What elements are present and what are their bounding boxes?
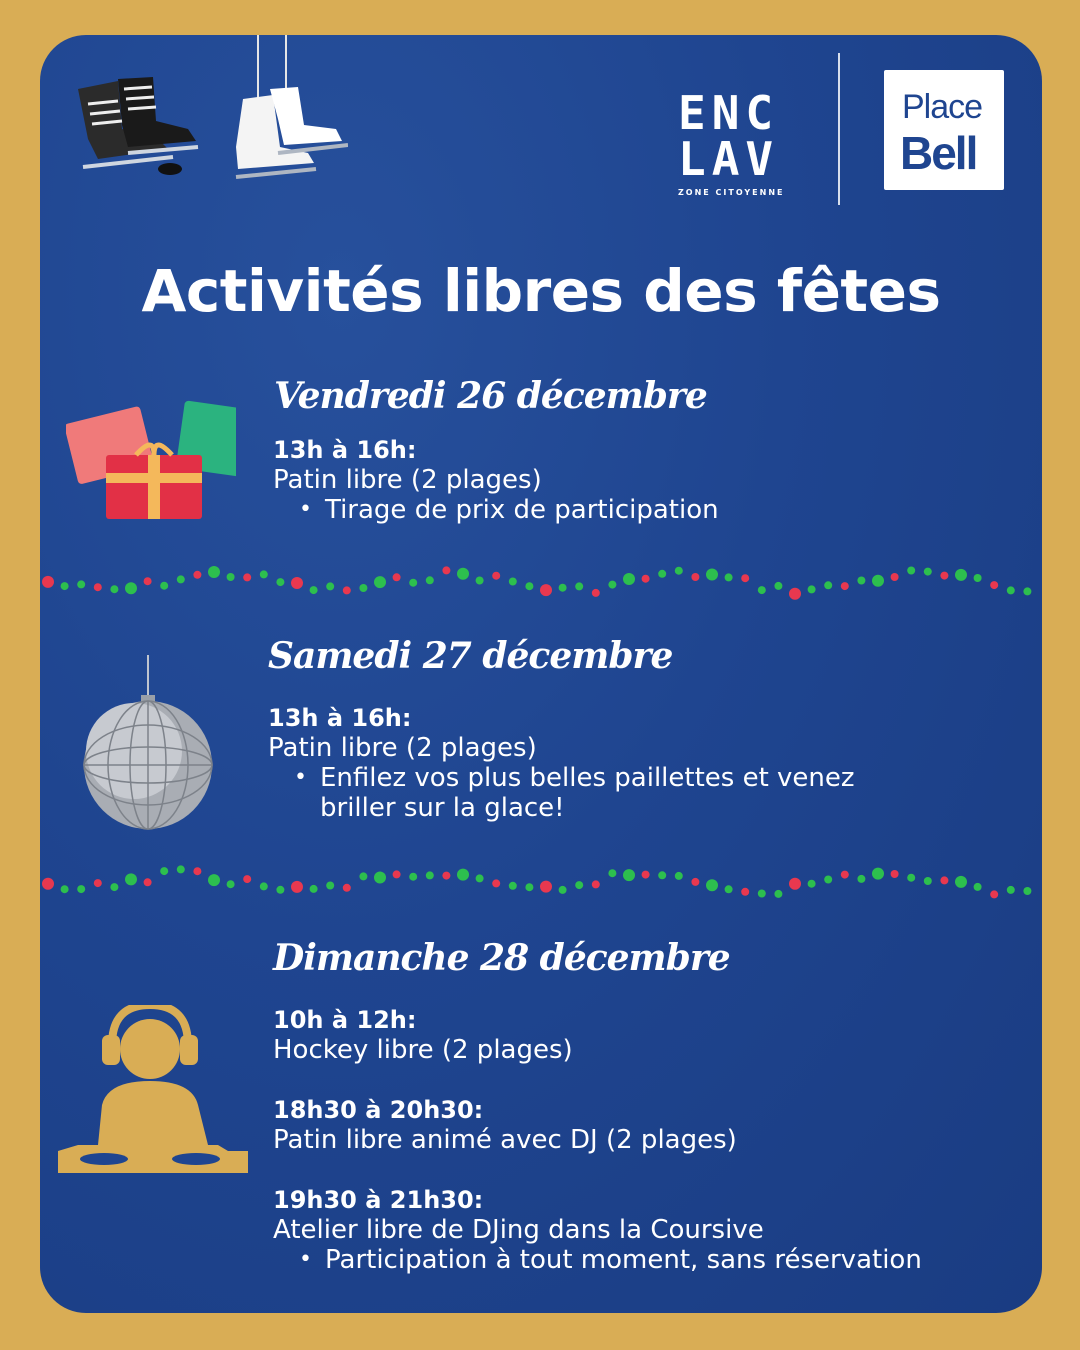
placebell-logo-top: Place bbox=[902, 88, 983, 126]
garland-light bbox=[177, 575, 185, 583]
garland-light bbox=[1023, 587, 1031, 595]
garland-light bbox=[42, 576, 54, 588]
garland-light bbox=[409, 579, 417, 587]
garland-light bbox=[974, 883, 982, 891]
garland-light bbox=[409, 873, 417, 881]
garland-light bbox=[492, 879, 500, 887]
slot-time: 13h à 16h: bbox=[268, 704, 412, 732]
garland-light bbox=[227, 880, 235, 888]
garland-lights-icon bbox=[40, 863, 1042, 913]
disco-ball-icon bbox=[78, 655, 218, 835]
garland-light bbox=[924, 568, 932, 576]
garland-light bbox=[774, 890, 782, 898]
garland-light bbox=[61, 885, 69, 893]
garland-light bbox=[42, 878, 54, 890]
garland-light bbox=[1023, 887, 1031, 895]
garland-light bbox=[177, 865, 185, 873]
page-title: Activités libres des fêtes bbox=[141, 257, 941, 325]
garland-lights-icon bbox=[40, 563, 1042, 613]
garland-light bbox=[608, 869, 616, 877]
slot-description: Patin libre (2 plages) bbox=[268, 733, 537, 763]
garland-light bbox=[974, 574, 982, 582]
garland-light bbox=[940, 876, 948, 884]
garland-light bbox=[393, 870, 401, 878]
garland-light bbox=[658, 871, 666, 879]
garland-light bbox=[125, 582, 137, 594]
poster-card bbox=[40, 35, 1042, 1313]
garland-light bbox=[955, 569, 967, 581]
garland-light bbox=[841, 582, 849, 590]
garland-light bbox=[857, 577, 865, 585]
garland-light bbox=[990, 581, 998, 589]
garland-light bbox=[575, 881, 583, 889]
slot-description: Patin libre animé avec DJ (2 plages) bbox=[273, 1125, 737, 1155]
garland-light bbox=[393, 573, 401, 581]
garland-light bbox=[841, 871, 849, 879]
garland-light bbox=[575, 582, 583, 590]
garland-light bbox=[608, 581, 616, 589]
garland-light bbox=[343, 884, 351, 892]
enclav-logo-tagline: ZONE CITOYENNE bbox=[678, 188, 785, 197]
garland-light bbox=[426, 576, 434, 584]
slot-bullet: • Participation à tout moment, sans réservation bbox=[273, 1245, 1033, 1275]
garland-light bbox=[955, 876, 967, 888]
garland-light bbox=[891, 870, 899, 878]
garland-light bbox=[725, 885, 733, 893]
enclav-logo-line2: LAV bbox=[678, 132, 780, 186]
garland-light bbox=[691, 573, 699, 581]
garland-light bbox=[741, 888, 749, 896]
garland-light bbox=[326, 582, 334, 590]
garland-light bbox=[725, 573, 733, 581]
garland-light bbox=[758, 586, 766, 594]
garland-light bbox=[592, 880, 600, 888]
garland-light bbox=[457, 869, 469, 881]
garland-light bbox=[658, 570, 666, 578]
slot-bullet-continuation: briller sur la glace! bbox=[320, 793, 565, 823]
garland-light bbox=[808, 585, 816, 593]
garland-light bbox=[276, 886, 284, 894]
garland-light bbox=[193, 571, 201, 579]
garland-light bbox=[374, 872, 386, 884]
day-schedule-saturday bbox=[268, 703, 1018, 823]
garland-light bbox=[476, 577, 484, 585]
slot-description: Patin libre (2 plages) bbox=[273, 465, 542, 495]
garland-light bbox=[291, 577, 303, 589]
enclav-logo bbox=[678, 86, 808, 240]
slot-description: Hockey libre (2 plages) bbox=[273, 1035, 573, 1065]
garland-light bbox=[457, 568, 469, 580]
garland-light bbox=[243, 573, 251, 581]
garland-light bbox=[642, 575, 650, 583]
slot-time: 13h à 16h: bbox=[273, 436, 417, 464]
garland-light bbox=[359, 872, 367, 880]
slot-description: Atelier libre de DJing dans la Coursive bbox=[273, 1215, 764, 1245]
garland-light bbox=[144, 577, 152, 585]
garland-light bbox=[789, 588, 801, 600]
garland-light bbox=[160, 867, 168, 875]
garland-light bbox=[592, 589, 600, 597]
ice-skates-icon bbox=[58, 35, 348, 199]
garland-light bbox=[476, 874, 484, 882]
slot-bullet: • Tirage de prix de participation bbox=[273, 495, 1013, 525]
garland-light bbox=[260, 882, 268, 890]
garland-light bbox=[808, 880, 816, 888]
garland-light bbox=[525, 883, 533, 891]
garland-light bbox=[675, 872, 683, 880]
garland-light bbox=[110, 883, 118, 891]
garland-light bbox=[243, 875, 251, 883]
garland-light bbox=[144, 878, 152, 886]
garland-light bbox=[125, 873, 137, 885]
garland-light bbox=[77, 580, 85, 588]
slot-time: 18h30 à 20h30: bbox=[273, 1096, 484, 1124]
garland-light bbox=[642, 871, 650, 879]
garland-light bbox=[374, 576, 386, 588]
gift-boxes-icon bbox=[66, 385, 236, 525]
garland-light bbox=[110, 585, 118, 593]
enclav-logo-line1: ENC bbox=[678, 86, 780, 140]
garland-light bbox=[872, 868, 884, 880]
garland-light bbox=[1007, 586, 1015, 594]
garland-light bbox=[758, 890, 766, 898]
garland-light bbox=[540, 881, 552, 893]
garland-light bbox=[525, 582, 533, 590]
day-heading-sunday: Dimanche 28 décembre bbox=[273, 937, 730, 979]
slot-bullet: • Enfilez vos plus belles paillettes et venez bbox=[268, 763, 1018, 793]
garland-light bbox=[559, 584, 567, 592]
garland-light bbox=[774, 582, 782, 590]
garland-light bbox=[426, 871, 434, 879]
garland-light bbox=[94, 583, 102, 591]
slot-time: 10h à 12h: bbox=[273, 1006, 417, 1034]
logo-divider bbox=[838, 53, 840, 205]
day-heading-friday: Vendredi 26 décembre bbox=[274, 375, 707, 417]
garland-light bbox=[359, 584, 367, 592]
garland-light bbox=[343, 586, 351, 594]
garland-light bbox=[824, 581, 832, 589]
garland-light bbox=[291, 881, 303, 893]
garland-light bbox=[691, 878, 699, 886]
garland-light bbox=[77, 885, 85, 893]
garland-light bbox=[872, 575, 884, 587]
placebell-logo-bottom: Bell bbox=[900, 127, 977, 179]
garland-light bbox=[442, 566, 450, 574]
garland-light bbox=[824, 876, 832, 884]
garland-light bbox=[61, 582, 69, 590]
placebell-logo bbox=[884, 70, 1004, 190]
garland-light bbox=[940, 572, 948, 580]
garland-light bbox=[442, 872, 450, 880]
garland-light bbox=[94, 879, 102, 887]
garland-light bbox=[509, 578, 517, 586]
garland-light bbox=[623, 573, 635, 585]
garland-light bbox=[907, 874, 915, 882]
garland-light bbox=[924, 877, 932, 885]
garland-light bbox=[789, 878, 801, 890]
garland-light bbox=[208, 874, 220, 886]
garland-light bbox=[193, 867, 201, 875]
garland-light bbox=[540, 584, 552, 596]
garland-light bbox=[260, 570, 268, 578]
day-heading-saturday: Samedi 27 décembre bbox=[268, 635, 673, 677]
garland-light bbox=[706, 879, 718, 891]
garland-light bbox=[227, 573, 235, 581]
garland-light bbox=[559, 886, 567, 894]
garland-light bbox=[160, 582, 168, 590]
garland-light bbox=[706, 569, 718, 581]
garland-light bbox=[1007, 886, 1015, 894]
slot-time: 19h30 à 21h30: bbox=[273, 1186, 484, 1214]
garland-light bbox=[675, 567, 683, 575]
garland-light bbox=[891, 573, 899, 581]
garland-light bbox=[326, 882, 334, 890]
dj-icon bbox=[58, 1005, 248, 1185]
garland-light bbox=[907, 567, 915, 575]
garland-light bbox=[310, 885, 318, 893]
day-schedule-sunday bbox=[273, 1005, 1033, 1275]
garland-light bbox=[276, 578, 284, 586]
garland-light bbox=[208, 566, 220, 578]
garland-light bbox=[990, 890, 998, 898]
garland-light bbox=[741, 574, 749, 582]
garland-light bbox=[857, 875, 865, 883]
garland-light bbox=[492, 572, 500, 580]
garland-light bbox=[310, 586, 318, 594]
day-schedule-friday bbox=[273, 435, 1013, 525]
garland-light bbox=[509, 882, 517, 890]
garland-light bbox=[623, 869, 635, 881]
